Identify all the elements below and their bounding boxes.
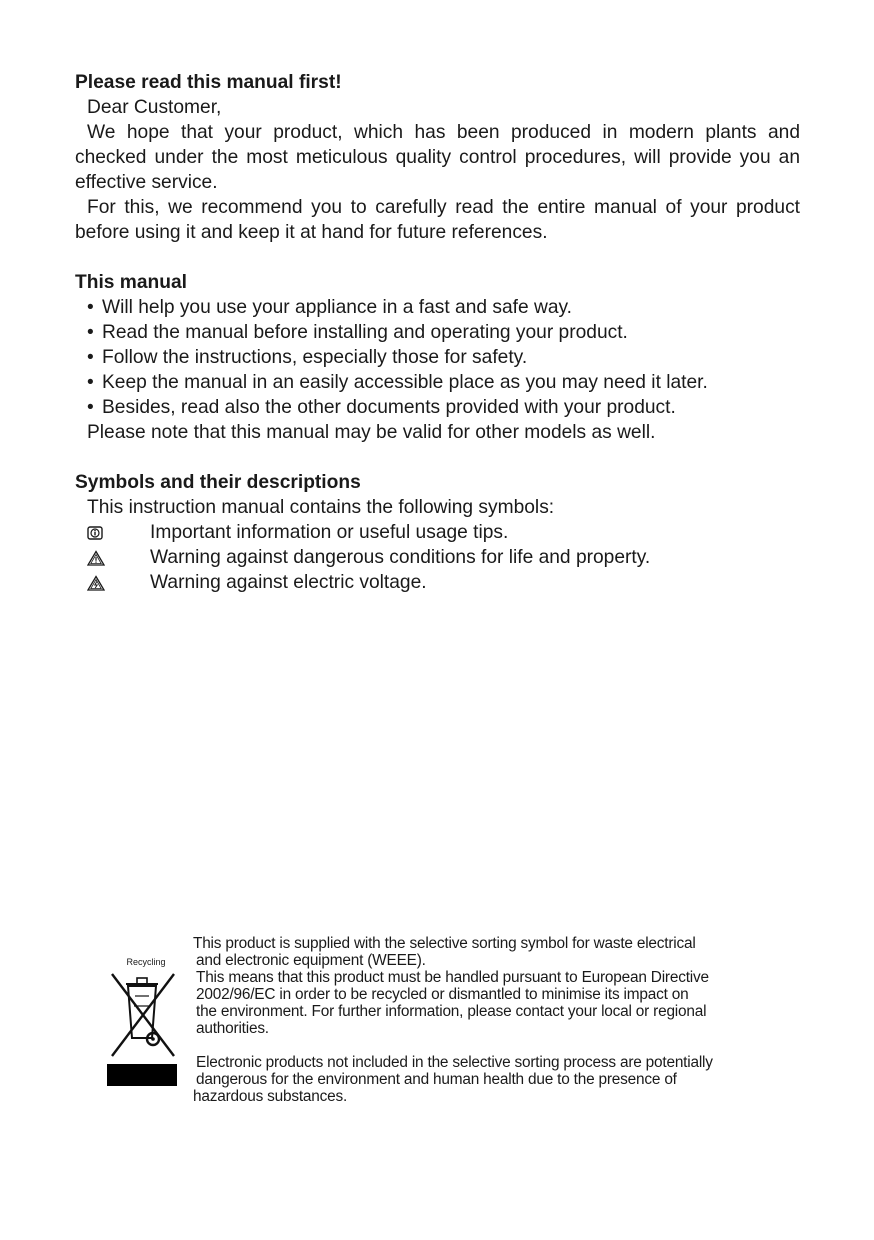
section-gap [75,445,800,470]
manual-heading: This manual [75,272,187,293]
list-item: • Follow the instructions, especially those for safety. [87,347,528,368]
recycling-logo-label: Recycling [126,957,166,967]
weee-black-bar [107,1064,177,1086]
weee-line: Electronic products not included in the selective sorting process are potentially [196,1054,713,1071]
weee-notice [100,935,760,1115]
weee-line: and electronic equipment (WEEE). [196,952,426,969]
symbols-intro: This instruction manual contains the following symbols: [87,497,555,518]
intro-paragraph-2: For this, we recommend you to carefully read the entire manual of your product before using it and keep it at hand for future references. [75,197,800,243]
symbol-row-info [75,520,800,545]
electric-warning-icon [87,570,150,595]
greeting: Dear Customer, [87,97,222,118]
weee-line: hazardous substances. [193,1088,348,1105]
crossed-bin-icon [106,966,182,1066]
manual-page [75,70,800,595]
symbol-description: Warning against dangerous conditions for life and property. [150,547,651,568]
weee-line: This product is supplied with the selective sorting symbol for waste electrical [193,935,696,952]
info-icon [87,520,150,545]
section-gap [75,245,800,270]
list-item: • Keep the manual in an easily accessible place as you may need it later. [87,372,708,393]
list-item: • Besides, read also the other documents provided with your product. [87,397,676,418]
weee-notice-text [193,935,753,1105]
weee-line: authorities. [196,1020,269,1037]
symbols-heading: Symbols and their descriptions [75,472,361,493]
symbol-description: Important information or useful usage tips. [150,522,509,543]
list-item: • Read the manual before installing and operating your product. [87,322,628,343]
weee-line: the environment. For further information, please contact your local or regional [196,1003,707,1020]
intro-heading: Please read this manual first! [75,72,342,93]
weee-line: 2002/96/EC in order to be recycled or dismantled to minimise its impact on [196,986,689,1003]
weee-spacer [193,1037,753,1054]
list-item: • Will help you use your appliance in a fast and safe way. [87,297,572,318]
manual-note: Please note that this manual may be valid for other models as well. [87,422,656,443]
manual-bullet-list [75,295,800,420]
weee-line: This means that this product must be handled pursuant to European Directive [196,969,709,986]
intro-paragraph-1: We hope that your product, which has been produced in modern plants and checked under the most meticulous quality control procedures, will provide you an effective service. [75,122,800,193]
weee-line: dangerous for the environment and human health due to the presence of [196,1071,677,1088]
weee-recycling-logo [106,957,182,1087]
symbol-description: Warning against electric voltage. [150,572,427,593]
warning-triangle-icon [87,545,150,570]
symbol-row-warning [75,545,800,570]
symbol-row-electric [75,570,800,595]
